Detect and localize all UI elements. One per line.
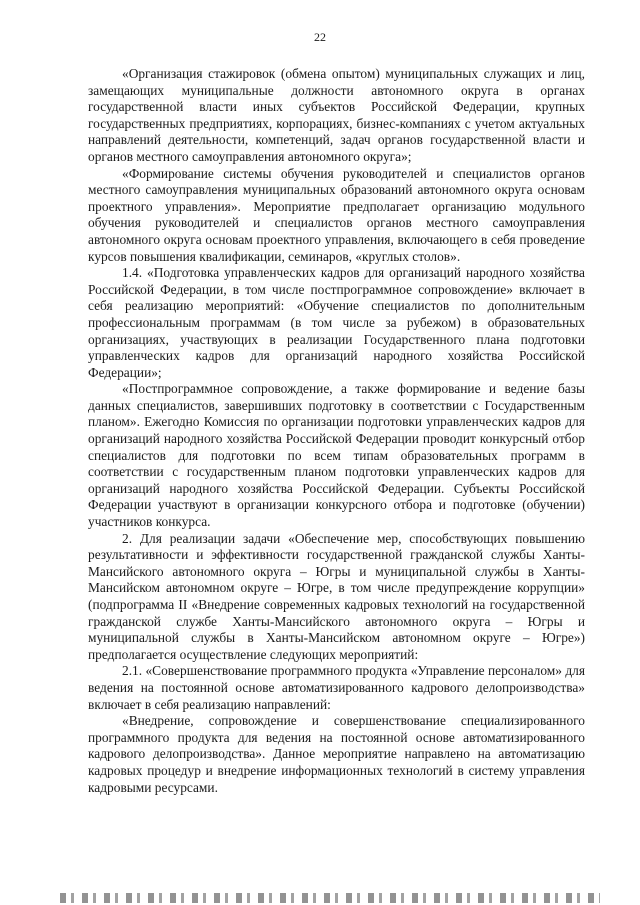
- document-body: [88, 66, 585, 796]
- paragraph-section-2-1: 2.1. «Совершенствование программного продукта «Управление персоналом» для ведения на постоянной основе автоматизированного кадрового делопроизводства» включает в себя реализацию направлений:: [88, 663, 585, 712]
- paragraph-section-2: 2. Для реализации задачи «Обеспечение мер, способствующих повышению результативности и эффективности государственной гражданской службы Ханты-Мансийского автономного округа – Югры и муниципальной службы в Ханты-Мансийском автономном округе – Югре, в том числе предупреждение коррупции» (подпрограмма II «Внедрение современных кадровых технологий на государственной гражданской службе Ханты-Мансийского автономного округа – Югры и муниципальной службы в Ханты-Мансийском автономном округе – Югре») предполагается осуществление следующих мероприятий:: [88, 530, 585, 662]
- paragraph-section-1-4: 1.4. «Подготовка управленческих кадров для организаций народного хозяйства Российской Федерации, в том числе постпрограммное сопровождение» включает в себя реализацию мероприятий: «Обучение специалистов по дополнительным профессиональным программам (в том числе за рубежом) в образовательных организациях, участвующих в реализации Государственного плана подготовки управленческих кадров для организаций народного хозяйства Российской Федерации»;: [88, 265, 585, 380]
- paragraph-hr-software: «Внедрение, сопровождение и совершенствование специализированного программного продукта для ведения на постоянной основе автоматизированного кадрового делопроизводства». Данное мероприятие направлено на автоматизацию кадровых процедур и внедрение информационных технологий в систему управления кадровыми ресурсами.: [88, 713, 585, 795]
- paragraph-internships: «Организация стажировок (обмена опытом) муниципальных служащих и лиц, замещающих муниципальные должности автономного округа в органах государственной власти иных субъектов Российской Федерации, крупных государственных предприятиях, корпорациях, бизнес-компаниях с учетом актуальных направлений деятельности, компетенций, задач органов государственной власти и органов местного самоуправления автономного округа»;: [88, 66, 585, 164]
- scan-artifact-bottom-edge: [60, 893, 600, 903]
- page-number: 22: [314, 30, 326, 44]
- paragraph-project-management-training: «Формирование системы обучения руководителей и специалистов органов местного самоуправления муниципальных образований автономного округа основам проектного управления». Мероприятие предполагает организацию модульного обучения руководителей и специалистов органов местного самоуправления автономного округа основам проектного управления, включающего в себя проведение курсов повышения квалификации, семинаров, «круглых столов».: [88, 165, 585, 264]
- paragraph-post-program-support: «Постпрограммное сопровождение, а также формирование и ведение базы данных специалистов, завершивших подготовку в соответствии с Государственным планом». Ежегодно Комиссия по организации подготовки управленческих кадров для организаций народного хозяйства Российской Федерации проводит конкурсный отбор специалистов для подготовки по всем типам образовательных программ в соответствии с государственным планом подготовки управленческих кадров для организаций народного хозяйства Российской Федерации. Субъекты Российской Федерации участвуют в организации конкурсного отбора и подготовке (обучении) участников конкурса.: [88, 381, 585, 530]
